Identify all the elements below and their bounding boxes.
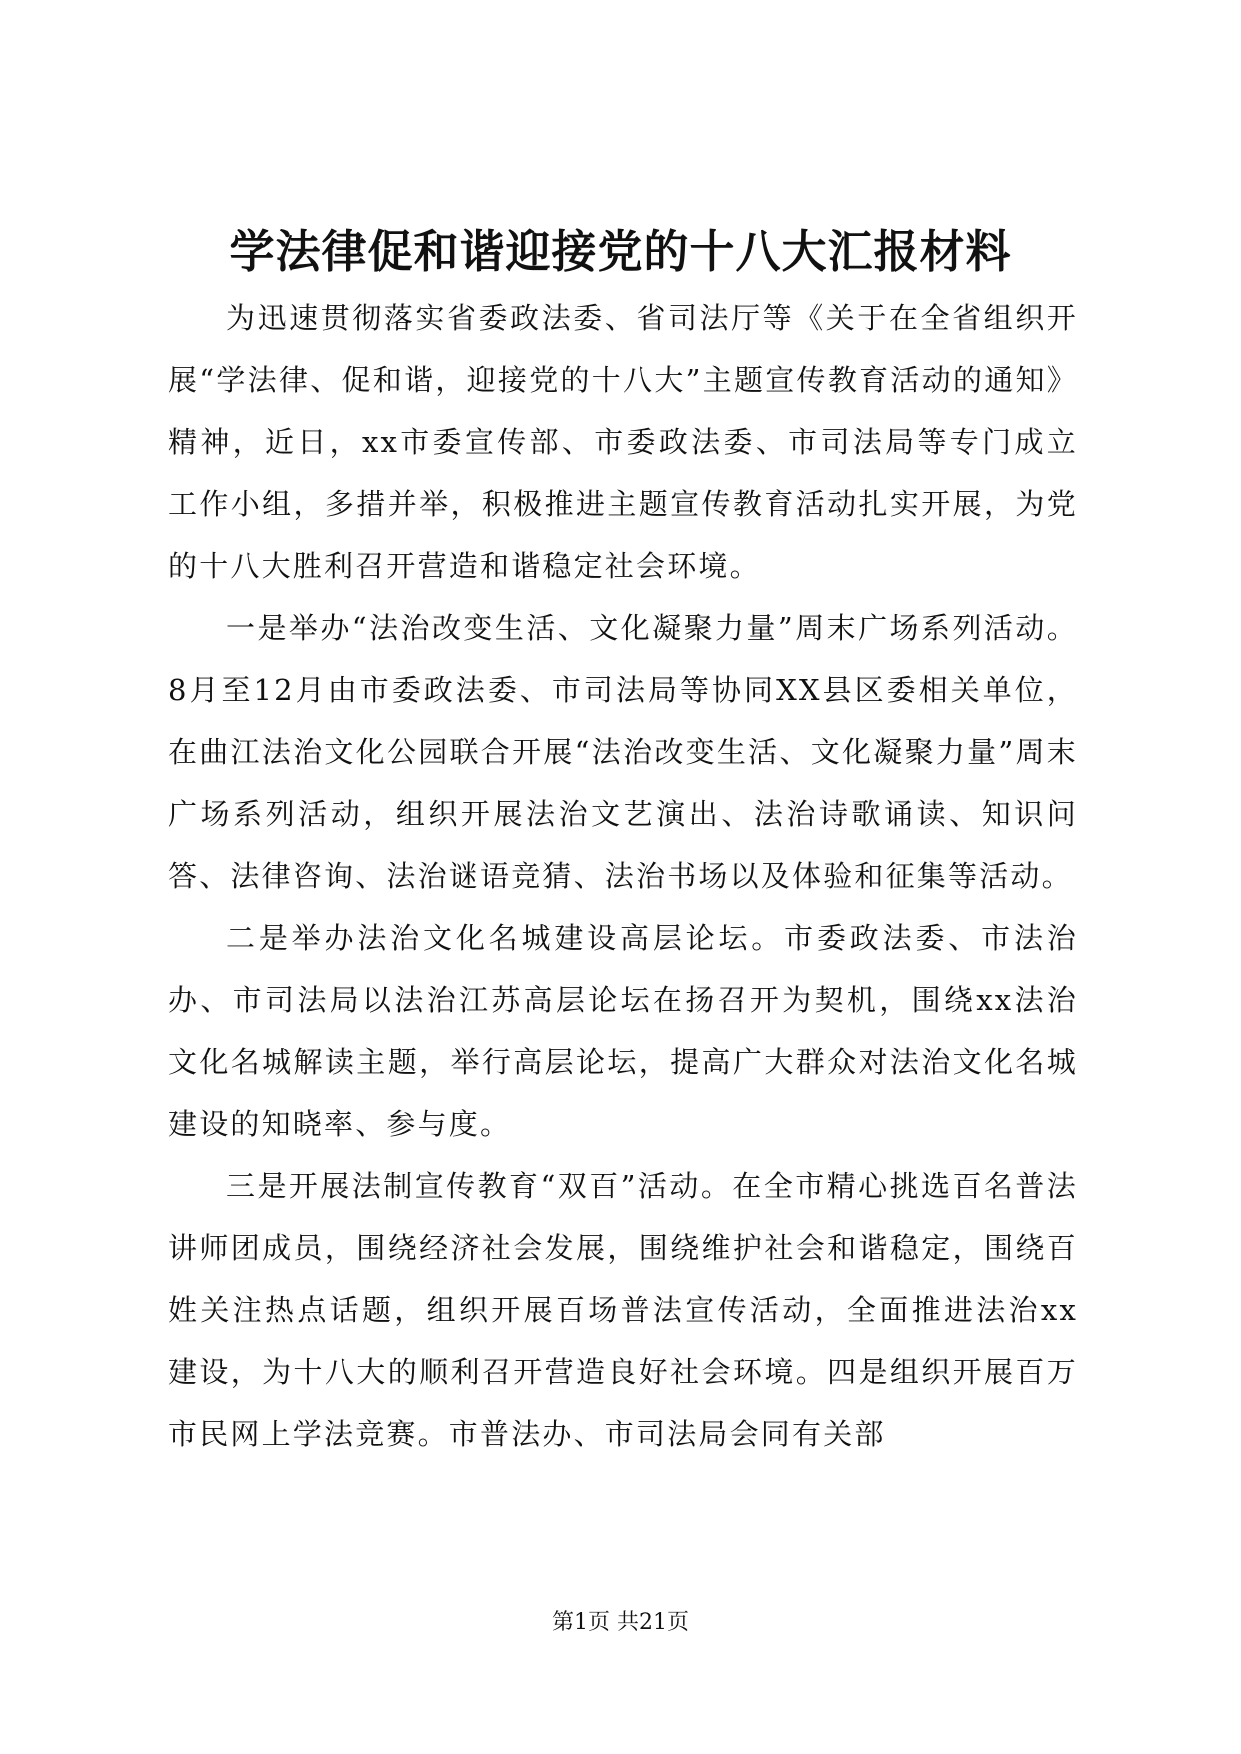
document-body [168, 287, 1078, 1465]
paragraph-item-2: 二是举办法治文化名城建设高层论坛。市委政法委、市法治办、市司法局以法治江苏高层论坛在扬召开为契机，围绕xx法治文化名城解读主题，举行高层论坛，提高广大群众对法治文化名城建设的知晓率、参与度。 [168, 921, 1078, 1141]
paragraph-item-1: 一是举办“法治改变生活、文化凝聚力量”周末广场系列活动。8月至12月由市委政法委、市司法局等协同XX县区委相关单位，在曲江法治文化公园联合开展“法治改变生活、文化凝聚力量”周末广场系列活动，组织开展法治文艺演出、法治诗歌诵读、知识问答、法律咨询、法治谜语竞猜、法治书场以及体验和征集等活动。 [168, 611, 1078, 893]
paragraph-intro: 为迅速贯彻落实省委政法委、省司法厅等《关于在全省组织开展“学法律、促和谐，迎接党的十八大”主题宣传教育活动的通知》精神，近日，xx市委宣传部、市委政法委、市司法局等专门成立工作小组，多措并举，积极推进主题宣传教育活动扎实开展，为党的十八大胜利召开营造和谐稳定社会环境。 [168, 301, 1078, 583]
document-title: 学法律促和谐迎接党的十八大汇报材料 [229, 225, 1012, 278]
paragraph-item-3: 三是开展法制宣传教育“双百”活动。在全市精心挑选百名普法讲师团成员，围绕经济社会发展，围绕维护社会和谐稳定，围绕百姓关注热点话题，组织开展百场普法宣传活动，全面推进法治xx建设，为十八大的顺利召开营造良好社会环境。四是组织开展百万市民网上学法竞赛。市普法办、市司法局会同有关部 [168, 1169, 1078, 1451]
page-number-footer: 第1页 共21页 [552, 1610, 689, 1635]
